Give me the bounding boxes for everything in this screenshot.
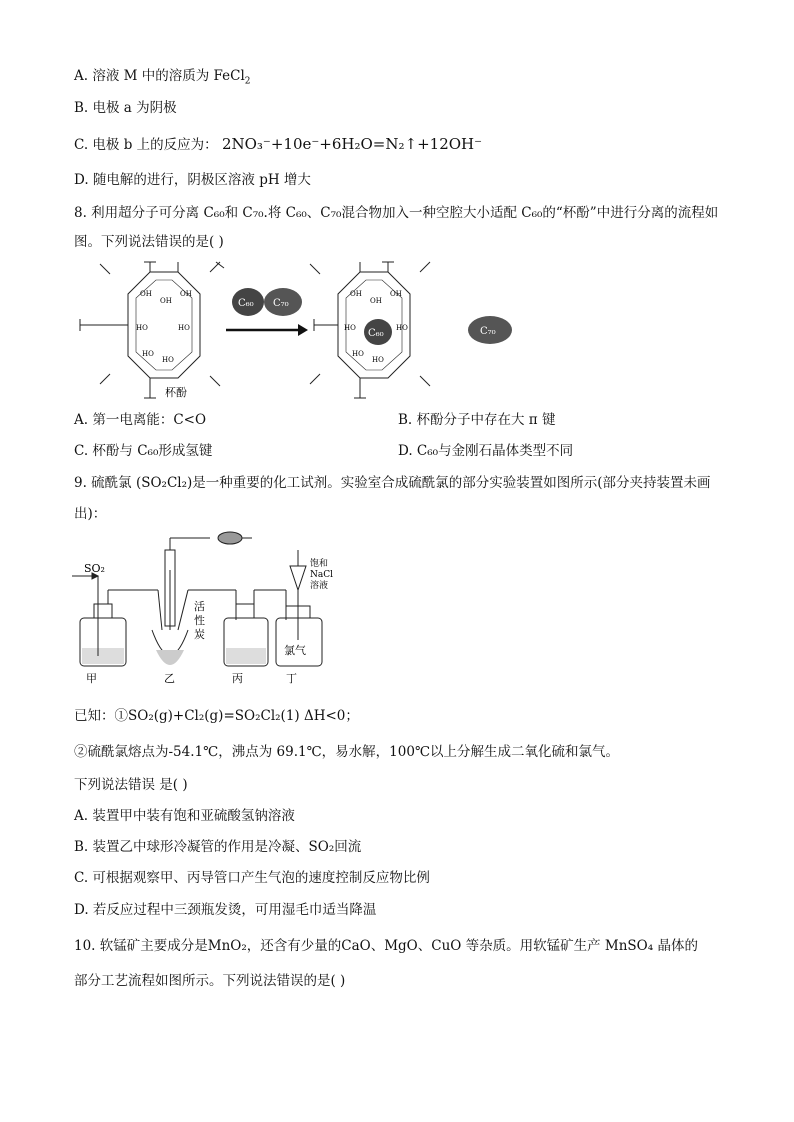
oh-label: OH bbox=[390, 290, 402, 298]
ho-label: HO bbox=[352, 350, 364, 358]
q9-stem-line2: 出)： bbox=[74, 506, 107, 522]
q10-stem-line1: 10. 软锰矿主要成分是MnO₂，还含有少量的CaO、MgO、CuO 等杂质。用软锰矿生产 MnSO₄ 晶体的 bbox=[74, 938, 698, 954]
q7-option-a-sub: 2 bbox=[244, 76, 251, 87]
device-yi-label: 乙 bbox=[164, 672, 175, 685]
q9-option-b: B. 装置乙中球形冷凝管的作用是冷凝、SO₂回流 bbox=[74, 839, 362, 855]
q8-option-d: D. C₆₀与金刚石晶体类型不同 bbox=[398, 443, 574, 459]
ho-label: HO bbox=[136, 324, 148, 332]
q9-stem-line1: 9. 硫酰氯 (SO₂Cl₂)是一种重要的化工试剂。实验室合成硫酰氯的部分实验装置如图所示(部分夹持装置未画 bbox=[74, 475, 711, 491]
ho-label: HO bbox=[162, 356, 174, 364]
q10-stem-line2: 部分工艺流程如图所示。下列说法错误的是( ) bbox=[74, 973, 346, 989]
ho-label: HO bbox=[142, 350, 154, 358]
c60-inside bbox=[364, 319, 392, 345]
q8-figure bbox=[70, 258, 530, 406]
device-ding-label: 丁 bbox=[286, 672, 297, 685]
c70-ball bbox=[264, 288, 302, 316]
q8-stem-line2: 图。下列说法错误的是( ) bbox=[74, 234, 224, 250]
oh-label: OH bbox=[350, 290, 362, 298]
q9-option-d: D. 若反应过程中三颈瓶发烫，可用湿毛巾适当降温 bbox=[74, 902, 377, 918]
ho-label: HO bbox=[396, 324, 408, 332]
oh-label: OH bbox=[180, 290, 192, 298]
ho-label: HO bbox=[344, 324, 356, 332]
active-carbon-label-3: 炭 bbox=[194, 628, 205, 641]
device-bing-label: 丙 bbox=[232, 672, 243, 685]
q7-option-c bbox=[74, 134, 482, 155]
oh-label: OH bbox=[140, 290, 152, 298]
active-carbon-label-2: 性 bbox=[194, 614, 205, 627]
q9-question: 下列说法错误 是( ) bbox=[74, 777, 188, 793]
oh-label: OH bbox=[370, 297, 382, 305]
process-arrow-head bbox=[298, 324, 308, 336]
calixarene-left bbox=[80, 262, 224, 398]
q8-option-b: B. 杯酚分子中存在大 π 键 bbox=[398, 412, 556, 428]
q8-option-c: C. 杯酚与 C₆₀形成氢键 bbox=[74, 443, 213, 459]
q9-option-c: C. 可根据观察甲、丙导管口产生气泡的速度控制反应物比例 bbox=[74, 870, 430, 886]
device-jia-label: 甲 bbox=[86, 672, 97, 685]
c60-ball-label: C₆₀ bbox=[238, 298, 254, 309]
c70-separated-label: C₇₀ bbox=[480, 326, 496, 337]
ho-label: HO bbox=[372, 356, 384, 364]
q8-option-a: A. 第一电离能：C<O bbox=[74, 412, 207, 428]
q7-option-c-formula: 2NO₃⁻+10e⁻+6H₂O=N₂↑+12OH⁻ bbox=[221, 135, 483, 153]
c60-inside-label: C₆₀ bbox=[368, 328, 384, 339]
q9-known-1: 已知：①SO₂(g)+Cl₂(g)=SO₂Cl₂(1) ΔH<0； bbox=[74, 708, 359, 724]
q8-stem-line1: 8. 利用超分子可分离 C₆₀和 C₇₀.将 C₆₀、C₇₀混合物加入一种空腔大小适配 C₆₀的“杯酚”中进行分离的流程如 bbox=[74, 205, 719, 221]
q9-known-2: ②硫酰氯熔点为-54.1℃，沸点为 69.1℃，易水解，100℃以上分解生成二氧化硫和氯气。 bbox=[74, 744, 620, 760]
chlorine-label: 氯气 bbox=[284, 644, 306, 657]
q7-option-a bbox=[74, 66, 251, 92]
q9-option-a: A. 装置甲中装有饱和亚硫酸氢钠溶液 bbox=[74, 808, 295, 824]
c70-separated bbox=[468, 316, 512, 344]
active-carbon-label-1: 活 bbox=[194, 600, 205, 613]
ho-label: HO bbox=[178, 324, 190, 332]
so2-inlet-label: SO₂ bbox=[84, 562, 105, 575]
q7-option-d: D. 随电解的进行，阴极区溶液 pH 增大 bbox=[74, 172, 311, 188]
q9-apparatus-figure bbox=[70, 530, 370, 690]
c60-ball bbox=[232, 288, 264, 316]
q7-option-b: B. 电极 a 为阴极 bbox=[74, 100, 177, 116]
calixarene-label: 杯酚 bbox=[165, 386, 187, 399]
saturated-label: 饱和 bbox=[310, 559, 329, 569]
c70-ball-label: C₇₀ bbox=[273, 298, 289, 309]
oh-label: OH bbox=[160, 297, 172, 305]
solution-label: 溶液 bbox=[310, 581, 329, 591]
nacl-label: NaCl bbox=[310, 570, 334, 580]
q7-option-c-text: C. 电极 b 上的反应为： bbox=[74, 137, 218, 153]
q7-option-a-text: A. 溶液 M 中的溶质为 FeCl bbox=[74, 68, 245, 84]
